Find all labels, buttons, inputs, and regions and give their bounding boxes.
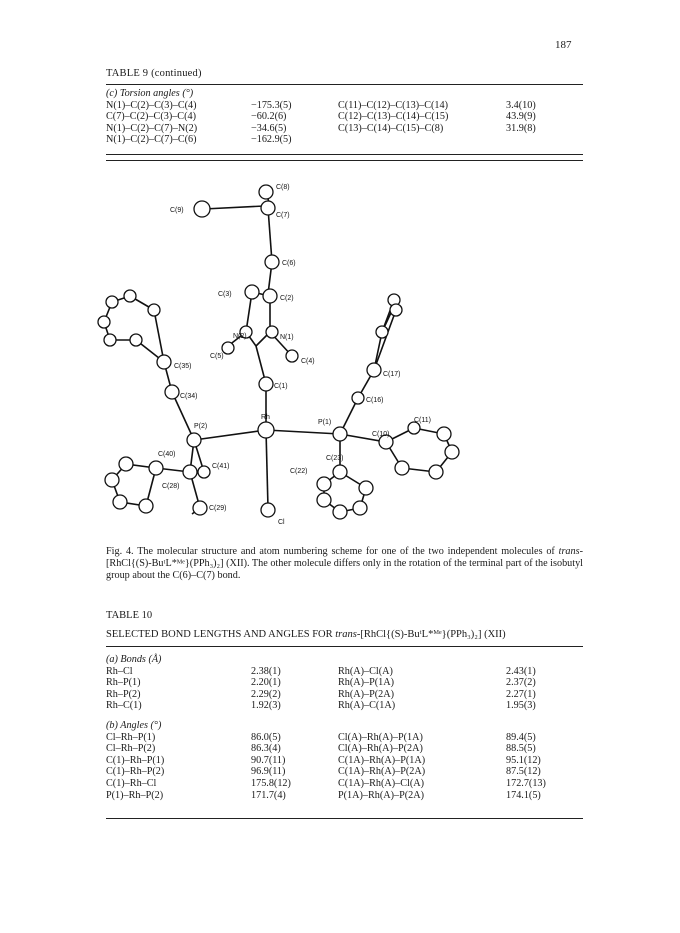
table10-body [106,654,583,801]
table-cell: 95.1(12) [506,754,541,766]
page-number: 187 [555,39,572,51]
label-c41: C(41) [212,463,230,470]
table-row [106,100,583,112]
table-cell: Rh–P(1) [106,677,141,689]
label-c29: C(29) [209,505,227,512]
label-c11: C(11) [414,417,431,424]
table-cell: 86.3(4) [251,743,281,755]
label-n1: N(1) [280,334,294,341]
table-cell: 43.9(9) [506,111,536,123]
table9-section-head: (c) Torsion angles (°) [106,88,194,99]
table-row [106,766,583,778]
caption-formula-italic: trans [558,546,580,557]
atom-n1 [266,326,278,338]
table-cell: 90.7(11) [251,754,286,766]
table-cell: −175.3(5) [251,99,292,111]
table-cell: Rh–P(2) [106,688,141,700]
atom-c28 [149,461,163,475]
table-cell: Rh(A)–Cl(A) [338,665,393,677]
bonds-head: (a) Bonds (Å) [106,654,162,665]
table-cell: C(1)–Rh–P(2) [106,766,165,778]
table-cell: Cl–Rh–P(2) [106,743,156,755]
label-c28: C(28) [162,483,180,490]
atom-cl [261,503,275,517]
table-cell: 2.37(2) [506,677,536,689]
table-cell: C(1A)–Rh(A)–Cl(A) [338,777,425,789]
bonds-rows [106,666,583,712]
table-row [106,134,583,146]
table-cell: 89.4(5) [506,731,536,743]
table-cell: −60.2(6) [251,111,287,123]
table-cell: 87.5(12) [506,766,541,778]
atom-c41 [198,466,210,478]
table-cell: P(1)–Rh–P(2) [106,789,164,801]
table-cell: C(1)–Rh–Cl [106,777,157,789]
table10-subtitle: SELECTED BOND LENGTHS AND ANGLES FOR trans-[RhCl{(S)-BuᵗL*ᴹᵉ}(PPh₃)₂] (XII) [106,629,506,640]
table-row [106,666,583,678]
table-cell: 2.29(2) [251,688,281,700]
table-cell: C(13)–C(14)–C(15)–C(8) [338,122,444,134]
table9-bottom-rule [106,154,583,155]
atom-c8 [259,185,273,199]
ortep-drawing [96,172,596,532]
label-p1: P(1) [318,419,332,426]
table-cell: N(1)–C(2)–C(3)–C(4) [106,99,197,111]
table-cell: Cl–Rh–P(1) [106,731,156,743]
table-cell: N(1)–C(2)–C(7)–C(6) [106,134,197,146]
angles-head: (b) Angles (°) [106,719,162,731]
label-c1: C(1) [274,383,288,390]
atom-c29 [193,501,207,515]
label-c6: C(6) [282,260,296,267]
label-c8: C(8) [276,184,290,191]
table-row [106,755,583,767]
table-row [106,677,583,689]
atom-c35 [157,355,171,369]
table-cell: −34.6(5) [251,122,287,134]
table-row [106,743,583,755]
label-c9: C(9) [170,207,184,214]
label-c4: C(4) [301,358,315,365]
table-cell: 1.95(3) [506,700,536,712]
table-row [106,778,583,790]
label-c22: C(22) [290,468,308,475]
table-cell: 2.20(1) [251,677,281,689]
table10-bottom-rule [106,818,583,819]
atom-c40 [183,465,197,479]
table-cell: Rh(A)–P(2A) [338,688,395,700]
table-cell: C(7)–C(2)–C(3)–C(4) [106,111,196,123]
label-c34: C(34) [180,393,198,400]
table9-body [106,88,583,146]
table-row [106,732,583,744]
table-cell: C(1A)–Rh(A)–P(2A) [338,766,426,778]
table-cell: 174.1(5) [506,789,541,801]
table-cell: Cl(A)–Rh(A)–P(2A) [338,743,423,755]
table9-rows [106,100,583,146]
atom-c23 [333,465,347,479]
label-c3: C(3) [218,291,232,298]
atom-c1 [259,377,273,391]
label-cl: Cl [278,519,285,526]
label-c10: C(10) [372,431,390,438]
label-c23: C(23) [326,455,344,462]
molecular-structure-figure [96,172,596,532]
atom-c22 [317,477,331,491]
table-cell: C(1)–Rh–P(1) [106,754,165,766]
caption-tail: part of the isobutyl group about the C(6)–C(7) bond. [106,558,584,582]
table-cell: 86.0(5) [251,731,281,743]
table-cell: 2.43(1) [506,665,536,677]
atom-c5 [222,342,234,354]
table-cell: C(11)–C(12)–C(13)–C(14) [338,99,448,111]
label-c7: C(7) [276,212,290,219]
table-cell: 172.7(13) [506,777,546,789]
atom-c7 [261,201,275,215]
table-cell: 2.38(1) [251,665,281,677]
label-rh: Rh [261,414,270,421]
table-cell: Rh–Cl [106,665,133,677]
table9-title: TABLE 9 (continued) [106,68,202,79]
label-c16: C(16) [366,397,384,404]
atom-rh [258,422,274,438]
table-cell: 175.8(12) [251,777,291,789]
table-cell: −162.9(5) [251,134,292,146]
label-p2: P(2) [194,423,208,430]
table-cell: 88.5(5) [506,743,536,755]
table-row [106,111,583,123]
table-cell: 96.9(11) [251,766,286,778]
table-row [106,689,583,701]
table-cell: C(12)–C(13)–C(14)–C(15) [338,111,449,123]
table-cell: 1.92(3) [251,700,281,712]
table-row [106,700,583,712]
atom-c16 [352,392,364,404]
table-cell: N(1)–C(2)–C(7)–N(2) [106,122,198,134]
figure-caption [106,546,583,583]
angles-rows [106,732,583,802]
table-cell: Rh(A)–C(1A) [338,700,396,712]
caption-lead: Fig. 4. The molecular structure and atom numbering scheme for one of the two independent molecules of [106,546,555,557]
table-cell: 3.4(10) [506,99,536,111]
atom-c4 [286,350,298,362]
table-cell: P(1A)–Rh(A)–P(2A) [338,789,425,801]
atom-c2 [263,289,277,303]
table-cell: 2.27(1) [506,688,536,700]
label-c5: C(5) [210,353,224,360]
atom-p2 [187,433,201,447]
table-cell: Cl(A)–Rh(A)–P(1A) [338,731,423,743]
table9-top-rule [106,84,583,85]
table-cell: Rh(A)–P(1A) [338,677,395,689]
table-row [106,790,583,802]
atom-c3 [245,285,259,299]
atom-c17 [367,363,381,377]
table-cell: 171.7(4) [251,789,286,801]
atom-c9 [194,201,210,217]
label-c17: C(17) [383,371,401,378]
table10-top-rule [106,646,583,647]
atom-p1 [333,427,347,441]
table-row [106,123,583,135]
caption-formula-rest: -[RhCl{(S)-BuᵗL*ᴹᵉ}(PPh₃)₂] (XII). The other molecule differs only in the rotation of the terminal [106,546,583,570]
table10-title: TABLE 10 [106,610,153,621]
label-n2: N(2) [233,333,247,340]
table-cell: 31.9(8) [506,122,536,134]
table-cell: C(1A)–Rh(A)–P(1A) [338,754,426,766]
figure-top-rule [106,160,583,161]
label-c35: C(35) [174,363,192,370]
atom-c6 [265,255,279,269]
atom-c34 [165,385,179,399]
label-c40: C(40) [158,451,176,458]
label-c2: C(2) [280,295,294,302]
table-cell: Rh–C(1) [106,700,142,712]
